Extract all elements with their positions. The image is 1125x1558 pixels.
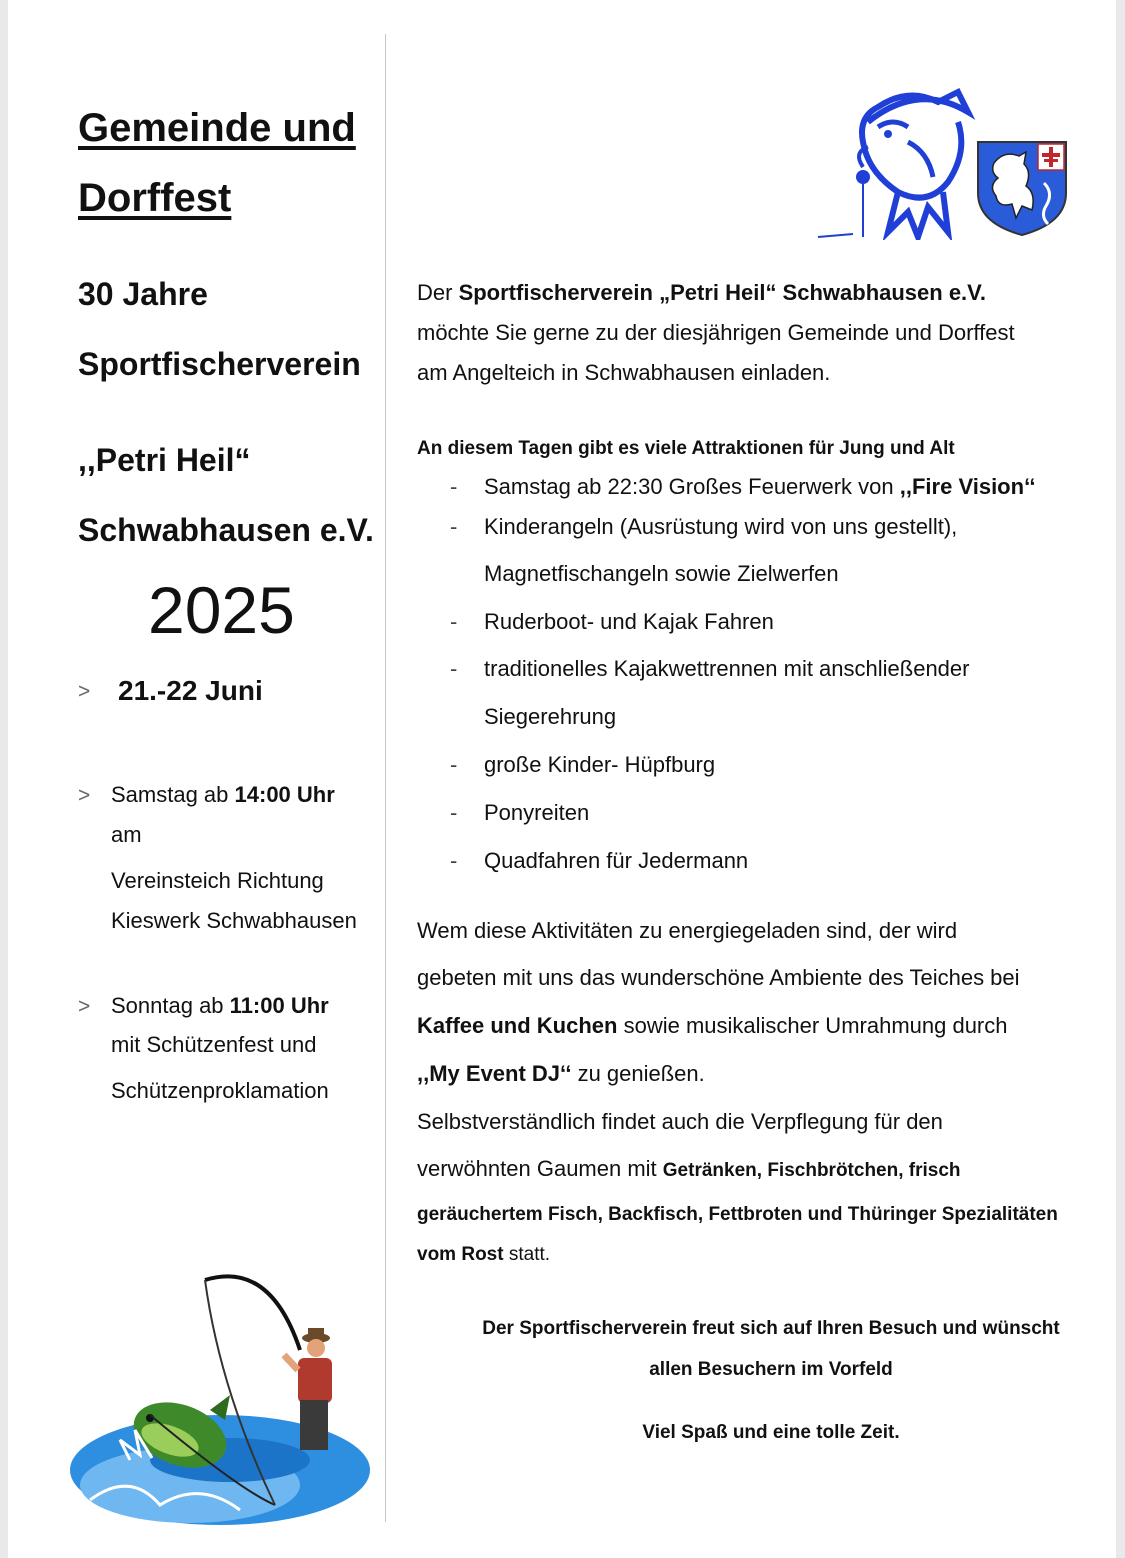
- bullet-dash: -: [450, 800, 458, 825]
- bullet-dash: -: [450, 752, 458, 777]
- relax-line1: Wem diese Aktivitäten zu energiegeladen sind, der wird: [417, 918, 958, 943]
- closing-line3: Viel Spaß und eine tolle Zeit.: [642, 1422, 900, 1443]
- sunday-schedule-line3: Schützenproklamation: [111, 1078, 329, 1103]
- intro-line1: Der Sportfischerverein „Petri Heil“ Schwabhausen e.V.: [417, 280, 986, 305]
- angler-illustration-icon: [70, 1270, 380, 1545]
- attraction-item-quad: Quadfahren für Jedermann: [484, 848, 749, 873]
- closing-line1: Der Sportfischerverein freut sich auf Ihren Besuch und wünscht: [482, 1318, 1060, 1339]
- club-name-line2: Schwabhausen e.V.: [78, 512, 374, 548]
- page-title-line1: Gemeinde und: [78, 106, 356, 150]
- attraction-item-kids-fishing-cont: Magnetfischangeln sowie Zielwerfen: [484, 561, 839, 586]
- attraction-item-fireworks: Samstag ab 22:30 Großes Feuerwerk von ,,Fire Vision‘‘: [484, 474, 1036, 499]
- intro-line2: möchte Sie gerne zu der diesjährigen Gemeinde und Dorffest: [417, 320, 1015, 345]
- bullet-dash: -: [450, 514, 458, 539]
- attraction-item-kids-fishing: Kinderangeln (Ausrüstung wird von uns gestellt),: [484, 514, 958, 539]
- closing-line2: allen Besuchern im Vorfeld: [649, 1359, 893, 1380]
- relax-line7: geräuchertem Fisch, Backfisch, Fettbroten und Thüringer Spezialitäten: [417, 1204, 1058, 1225]
- relax-line6: verwöhnten Gaumen mit Getränken, Fischbrötchen, frisch: [417, 1156, 961, 1181]
- attractions-heading: An diesem Tagen gibt es viele Attraktionen für Jung und Alt: [417, 438, 955, 459]
- attraction-item-bouncy-castle: große Kinder- Hüpfburg: [484, 752, 716, 777]
- saturday-schedule-line3: Vereinsteich Richtung: [111, 868, 324, 893]
- sunday-arrow-icon: >: [78, 995, 91, 1018]
- flyer-page: [8, 0, 1116, 1558]
- bullet-dash: -: [450, 474, 458, 499]
- relax-line2: gebeten mit uns das wunderschöne Ambiente des Teiches bei: [417, 965, 1020, 990]
- sunday-schedule-line1: Sonntag ab 11:00 Uhr: [111, 993, 329, 1018]
- attraction-item-pony: Ponyreiten: [484, 800, 590, 825]
- attraction-item-kayak-race-cont: Siegerehrung: [484, 704, 617, 729]
- relax-line3: Kaffee und Kuchen sowie musikalischer Umrahmung durch: [417, 1013, 1008, 1038]
- relax-line5: Selbstverständlich findet auch die Verpflegung für den: [417, 1109, 943, 1134]
- saturday-schedule-line1: Samstag ab 14:00 Uhr: [111, 782, 335, 807]
- attraction-item-boating: Ruderboot- und Kajak Fahren: [484, 609, 774, 634]
- bullet-dash: -: [450, 609, 458, 634]
- saturday-schedule-line2: am: [111, 822, 142, 847]
- attraction-item-kayak-race: traditionelles Kajakwettrennen mit anschließender: [484, 656, 970, 681]
- event-date: 21.-22 Juni: [118, 675, 263, 706]
- date-arrow-icon: >: [78, 680, 91, 703]
- page-title-line2: Dorffest: [78, 176, 232, 220]
- coat-of-arms-icon: [974, 138, 1070, 238]
- club-name-line1: ,,Petri Heil“: [78, 442, 251, 478]
- saturday-schedule-line4: Kieswerk Schwabhausen: [111, 908, 357, 933]
- saturday-arrow-icon: >: [78, 784, 91, 807]
- fish-logo-icon: [808, 82, 978, 240]
- bullet-dash: -: [450, 848, 458, 873]
- event-year: 2025: [148, 573, 295, 647]
- anniversary-line1: 30 Jahre: [78, 276, 208, 312]
- relax-line8: vom Rost statt.: [417, 1244, 551, 1265]
- bullet-dash: -: [450, 656, 458, 681]
- intro-line3: am Angelteich in Schwabhausen einladen.: [417, 360, 831, 385]
- anniversary-line2: Sportfischerverein: [78, 346, 361, 382]
- column-divider: [385, 34, 386, 1522]
- sunday-schedule-line2: mit Schützenfest und: [111, 1032, 317, 1057]
- relax-line4: ,,My Event DJ‘‘ zu genießen.: [417, 1061, 705, 1086]
